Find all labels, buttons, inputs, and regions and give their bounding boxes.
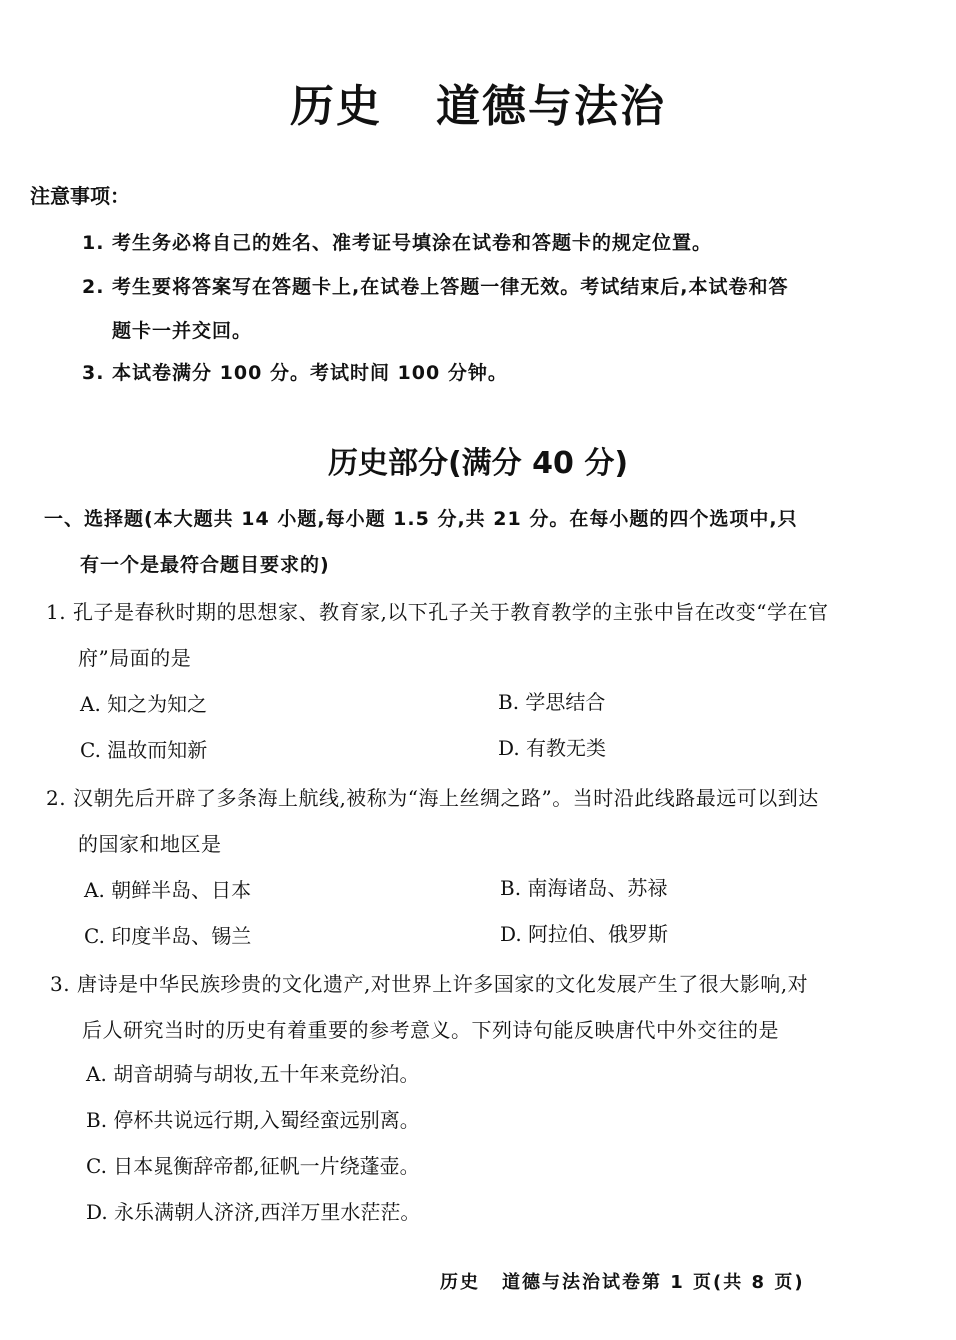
- footer-page-info: 道德与法治试卷第 1 页(共 8 页): [502, 1272, 805, 1293]
- notice-item-2-cont: 题卡一并交回。: [112, 320, 253, 342]
- question-3-option-c: C. 日本晁衡辞帝都,征帆一片绕蓬壶。: [86, 1154, 420, 1178]
- question-2-option-b: B. 南海诸岛、苏禄: [500, 876, 668, 900]
- question-2-option-c: C. 印度半岛、锡兰: [84, 924, 252, 948]
- question-1-option-a: A. 知之为知之: [80, 692, 208, 716]
- notice-item-3: 3. 本试卷满分 100 分。考试时间 100 分钟。: [82, 362, 508, 384]
- question-3-stem-cont: 后人研究当时的历史有着重要的参考意义。下列诗句能反映唐代中外交往的是: [82, 1018, 779, 1042]
- title-morality-law: 道德与法治: [436, 81, 666, 132]
- question-1-stem-cont: 府”局面的是: [78, 646, 192, 670]
- notice-item-1: 1. 考生务必将自己的姓名、准考证号填涂在试卷和答题卡的规定位置。: [82, 232, 713, 254]
- part-one-instruction-cont: 有一个是最符合题目要求的): [80, 554, 330, 576]
- section-title: 历史部分(满分 40 分): [327, 446, 629, 481]
- question-3-stem: 3. 唐诗是中华民族珍贵的文化遗产,对世界上许多国家的文化发展产生了很大影响,对: [50, 972, 809, 996]
- question-2-option-d: D. 阿拉伯、俄罗斯: [500, 922, 669, 946]
- question-2-stem-cont: 的国家和地区是: [78, 832, 222, 856]
- question-1-option-d: D. 有教无类: [498, 736, 607, 760]
- question-2-stem: 2. 汉朝先后开辟了多条海上航线,被称为“海上丝绸之路”。当时沿此线路最远可以到达: [46, 786, 819, 810]
- page-footer: [440, 1268, 805, 1294]
- title-history: 历史: [290, 81, 382, 132]
- question-2-option-a: A. 朝鲜半岛、日本: [84, 878, 252, 902]
- notice-heading: 注意事项：: [30, 184, 130, 208]
- question-3-option-b: B. 停杯共说远行期,入蜀经蛮远别离。: [86, 1108, 420, 1132]
- page-title: [0, 70, 956, 134]
- footer-subject: 历史: [440, 1272, 480, 1293]
- question-3-option-a: A. 胡音胡骑与胡妆,五十年来竞纷泊。: [86, 1062, 420, 1086]
- question-1-stem: 1. 孔子是春秋时期的思想家、教育家,以下孔子关于教育教学的主张中旨在改变“学在官: [46, 600, 829, 624]
- question-3-option-d: D. 永乐满朝人济济,西洋万里水茫茫。: [86, 1200, 421, 1224]
- notice-item-2: 2. 考生要将答案写在答题卡上,在试卷上答题一律无效。考试结束后,本试卷和答: [82, 276, 789, 298]
- part-one-instruction: 一、选择题(本大题共 14 小题,每小题 1.5 分,共 21 分。在每小题的四个选项中,只: [44, 508, 798, 530]
- question-1-option-c: C. 温故而知新: [80, 738, 208, 762]
- question-1-option-b: B. 学思结合: [498, 690, 606, 714]
